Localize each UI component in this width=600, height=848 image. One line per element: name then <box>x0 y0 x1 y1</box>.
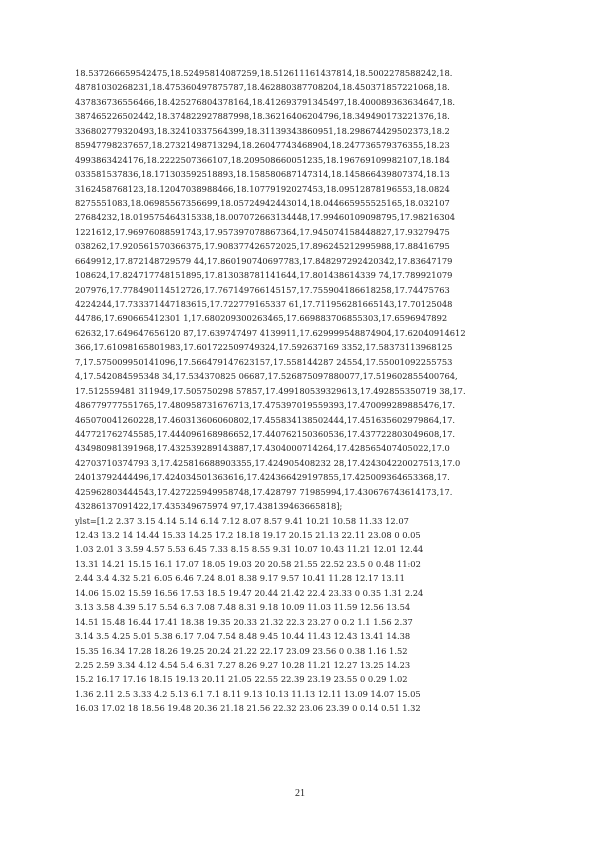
code-line: 85947798237657,18.27321498713294,18.26047743468904,18.247736579376355,18.23 <box>75 140 450 151</box>
code-line: 17.512559481 311949,17.505750298 57857,17.499180539329613,17.492855350719 38,17. <box>75 385 466 396</box>
code-line: 7,17.575009950141096,17.566479147623157,17.558144287 24554,17.55001092255753 <box>75 356 453 367</box>
code-line: 13.31 14.21 15.15 16.1 17.07 18.05 19.03 20 20.58 21.55 22.52 23.5 0 0.48 11:02 <box>75 558 421 569</box>
code-line: 434980981391968,17.432539289143887,17.4304000714264,17.428565407405022,17.0 <box>75 443 450 454</box>
code-line: 038262,17.920561570366375,17.908377426572025,17.896245212995988,17.88416795 <box>75 241 450 252</box>
code-line: 033581537836,18.171303592518893,18.158580687147314,18.145866439807374,18.13 <box>75 169 450 180</box>
code-line: 425962803444543,17.427225949958748,17.428797 71985994,17.430676743614173,17. <box>75 486 453 497</box>
code-line: 1221612,17.96976088591743,17.957397078867364,17.945074158448827,17.93279475 <box>75 226 450 237</box>
code-line: 4993863424176,18.2222507366107,18.209508660051235,18.196769109982107,18.184 <box>75 154 450 165</box>
code-line: 48781030268231,18.475360497875787,18.462880387708204,18.450371857221068,18. <box>75 82 450 93</box>
code-line: 486779777551765,17.480958731676713,17.475397019559393,17.470099289885476,17. <box>75 400 456 411</box>
code-line: 15.2 16.17 17.16 18.15 19.13 20.11 21.05 22.55 22.39 23.19 23.55 0 0.29 1.02 <box>75 674 408 685</box>
code-line: 44786,17.690665412301 1,17.680209300263465,17.669883706855303,17.6596947892 <box>75 313 448 324</box>
code-line: 24013792444496,17.424034501363616,17.424366429197855,17.425009364653368,17. <box>75 472 450 483</box>
code-line: 8275551083,18.06985567356699,18.05724942443014,18.044665955525165,18.032107 <box>75 197 450 208</box>
code-line: 6649912,17.872148729579 44,17.860190740697783,17.848297292420342,17.83647179 <box>75 255 453 266</box>
code-line: 15.35 16.34 17.28 18.26 19.25 20.24 21.22 22.17 23.09 23.56 0 0.38 1.16 1.52 <box>75 645 408 656</box>
code-line: 43286137091422,17.435349675974 97,17.438139463665818]; <box>75 501 343 512</box>
code-line: 108624,17.824717748151895,17.813038781141644,17.801438614339 74,17.789921079 <box>75 270 453 281</box>
code-line: 4224244,17.733371447183615,17.722779165337 61,17.711956281665143,17.70125048 <box>75 299 453 309</box>
code-line: 447721762745585,17.444096168986652,17.440762150360536,17.437722803049608,17. <box>75 428 456 439</box>
code-line: 465070041260228,17.460313606060802,17.455834138502444,17.451635602979864,17. <box>75 414 456 425</box>
code-line: 62632,17.649647656120 87,17.639747497 4139911,17.629999548874904,17.62040914612 <box>75 327 466 338</box>
code-line: ylst=[1.2 2.37 3.15 4.14 5.14 6.14 7.12 8.07 8.57 9.41 10.21 10.58 11.33 12.07 <box>75 515 409 526</box>
code-line: 18.537266659542475,18.52495814087259,18.512611161437814,18.5002278588242,18. <box>75 68 453 78</box>
code-line: 14.06 15.02 15.59 16.56 17.53 18.5 19.47 20.44 21.42 22.4 23.33 0 0.35 1.31 2.24 <box>75 587 424 598</box>
code-line: 387465226502442,18.374822927887998,18.36216406204796,18.349490173221376,18. <box>75 111 450 122</box>
code-line: 2.44 3.4 4.32 5.21 6.05 6.46 7.24 8.01 8.38 9.17 9.57 10.41 11.28 12.17 13.11 <box>75 573 405 584</box>
code-line: 16.03 17.02 18 18.56 19.48 20.36 21.18 21.56 22.32 23.06 23.39 0 0.14 0.51 1.32 <box>75 703 421 714</box>
code-line: 3162458768123,18.12047038988466,18.10779192027453,18.09512878196553,18.0824 <box>75 183 450 194</box>
code-line: 366,17.61098165801983,17.601722509749324,17.592637169 3352,17.58373113968125 <box>75 342 453 353</box>
code-line: 2.25 2.59 3.34 4.12 4.54 5.4 6.31 7.27 8.26 9.27 10.28 11.21 12.27 13.25 14.23 <box>75 659 411 670</box>
code-line: 4,17.542084595348 34,17.534370825 06687,17.526875097880077,17.519602855400764, <box>75 371 458 382</box>
code-line: 27684232,18.019575464315338,18.007072663134448,17.99460109098795,17.98216304 <box>75 212 456 223</box>
code-line: 3.13 3.58 4.39 5.17 5.54 6.3 7.08 7.48 8.31 9.18 10.09 11.03 11.59 12.56 13.54 <box>75 602 411 613</box>
code-line: 3.14 3.5 4.25 5.01 5.38 6.17 7.04 7.54 8.48 9.45 10.44 11.43 12.43 13.41 14.38 <box>75 631 411 642</box>
code-line: 207976,17.778490114512726,17.767149766145157,17.755904186618258,17.74475763 <box>75 284 450 295</box>
code-line: 336802779320493,18.32410337564399,18.31139343860951,18.298674429502373,18.2 <box>75 125 450 136</box>
code-line: 42703710374793 3,17.425816688903355,17.424905408232 28,17.424304220027513,17.0 <box>75 457 461 468</box>
code-line: 1.36 2.11 2.5 3.33 4.2 5.13 6.1 7.1 8.11 9.13 10.13 11.13 12.11 13.09 14.07 15.05 <box>75 688 421 699</box>
code-line: 437836736556466,18.425276804378164,18.412693791345497,18.400089363634647,18. <box>75 96 456 107</box>
page-number: 21 <box>295 788 305 799</box>
code-line: 14.51 15.48 16.44 17.41 18.38 19.35 20.33 21.32 22.3 23.27 0 0.2 1.1 1.56 2.37 <box>75 616 413 627</box>
code-line: 1.03 2.01 3 3.59 4.57 5.53 6.45 7.33 8.15 8.55 9.31 10.07 10.43 11.21 12.01 12.44 <box>75 544 424 555</box>
code-line: 12.43 13.2 14 14.44 15.33 14.25 17.2 18.18 19.17 20.15 21.13 22.11 23.08 0 0.05 <box>75 530 421 540</box>
code-listing <box>75 66 535 716</box>
